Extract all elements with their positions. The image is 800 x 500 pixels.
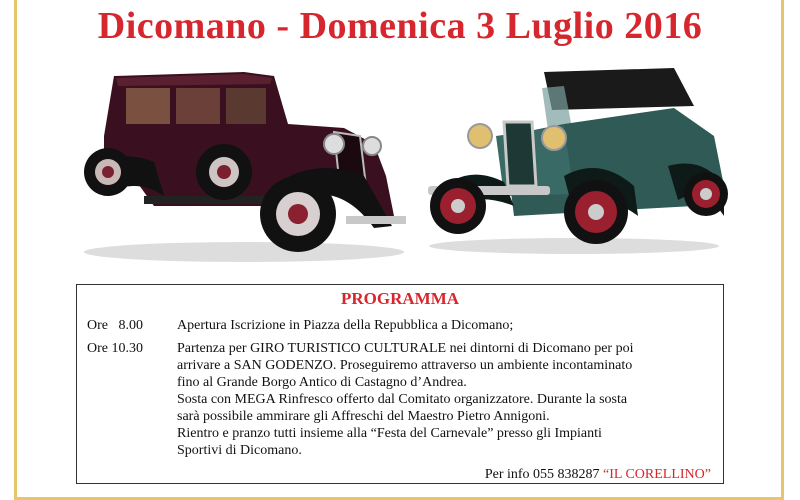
contact-name: “IL CORELLINO” [603, 467, 711, 482]
contact-info [485, 467, 711, 483]
program-item-1-line: Apertura Iscrizione in Piazza della Repubblica a Dicomano; [177, 318, 514, 333]
program-item-2-line: arrivare a SAN GODENZO. Proseguiremo attraverso un ambiente incontaminato [177, 358, 633, 373]
program-item-2-line: Rientro e pranzo tutti insieme alla “Festa del Carnevale” presso gli Impianti [177, 426, 602, 441]
program-item-2-line: fino al Grande Borgo Antico di Castagno d’Andrea. [177, 375, 467, 390]
program-item-2-time: Ore 10.30 [87, 341, 143, 356]
program-item-2-line: Partenza per GIRO TURISTICO CULTURALE nei dintorni di Dicomano per poi [177, 341, 634, 356]
program-item-1-time: Ore 8.00 [87, 318, 143, 333]
program-box [76, 284, 724, 484]
contact-phone: Per info 055 838287 [484, 467, 600, 482]
page-title: Dicomano - Domenica 3 Luglio 2016 [97, 5, 703, 47]
program-item-2-line: Sosta con MEGA Rinfresco offerto dal Comitato organizzatore. Durante la sosta [177, 392, 628, 407]
car-left-image [74, 66, 410, 266]
program-title: PROGRAMMA [340, 289, 460, 308]
program-item-2-line: sarà possibile ammirare gli Affreschi del Maestro Pietro Annigoni. [177, 409, 550, 424]
car-right-image [424, 66, 730, 256]
program-item-2-line: Sportivi di Dicomano. [177, 443, 302, 458]
